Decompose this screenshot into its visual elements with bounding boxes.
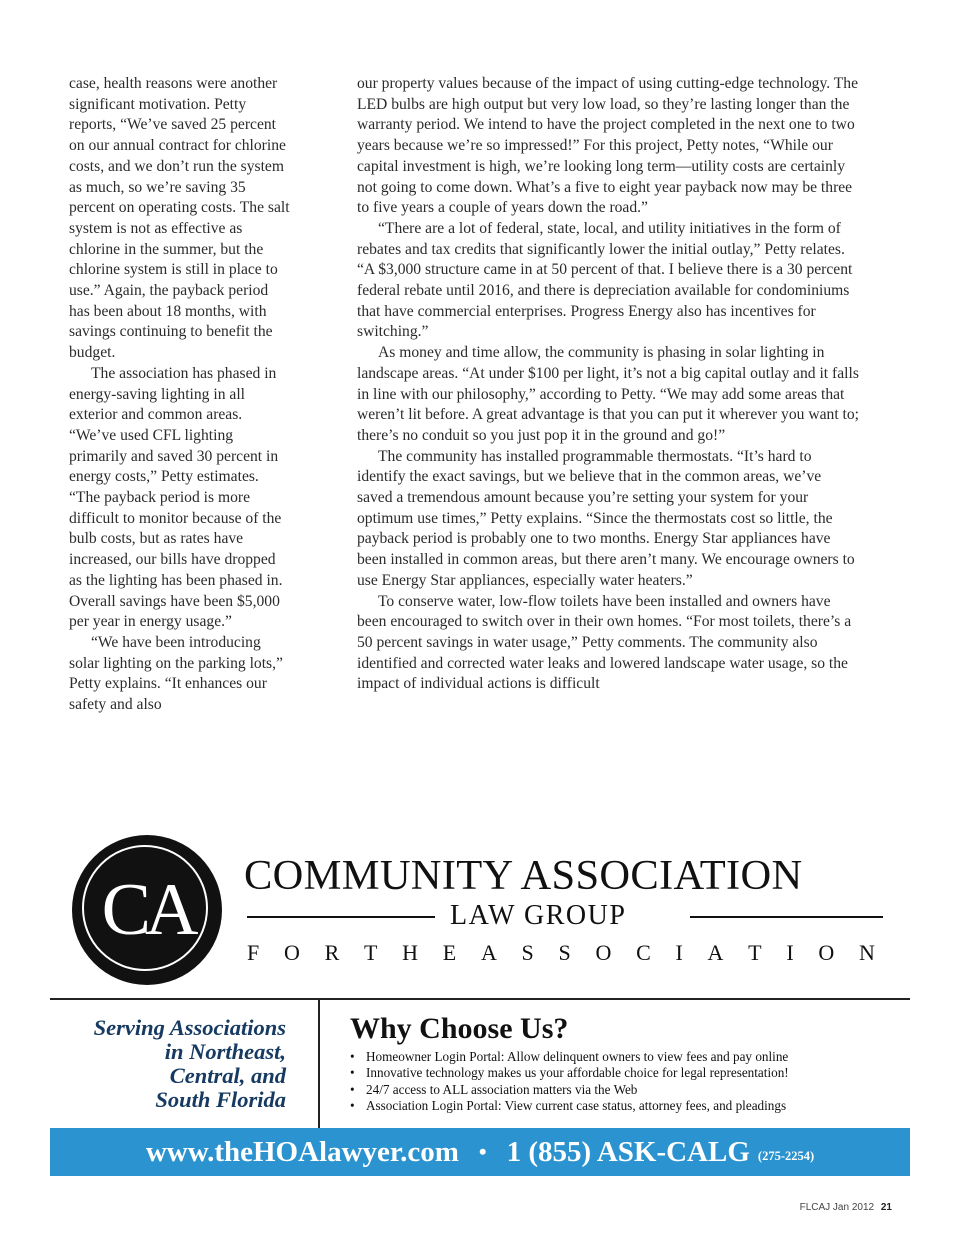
article-paragraph: case, health reasons were another significant motivation. Petty reports, “We’ve saved 25 percent on our annual contract for chlorine costs, and we don’t run the system as much, so we’re saving 35 percent on operating costs. The salt system is not as effective as chlorine in the summer, but the chlorine system is still in place to use.” Again, the payback period has been about 18 months, with savings continuing to benefit the budget.	[69, 75, 290, 362]
ad-title: COMMUNITY ASSOCIATION	[244, 852, 803, 899]
list-item: • Association Login Portal: View current case status, attorney fees, and pleadings	[350, 1097, 787, 1113]
tagline-letter: T	[748, 940, 762, 965]
logo-monogram: CA	[101, 868, 193, 951]
phone-number[interactable]: 1 (855) ASK-CALG	[506, 1135, 750, 1168]
service-area-line: in Northeast,	[164, 1039, 286, 1064]
contact-bar-text	[50, 1128, 910, 1176]
tagline-letter: S	[521, 940, 534, 965]
tagline-letter: O	[818, 940, 835, 965]
list-item: • Homeowner Login Portal: Allow delinquent owners to view fees and pay online	[350, 1049, 789, 1064]
publication-label: FLCAJ Jan 2012	[799, 1202, 875, 1213]
bullet-icon: •	[350, 1049, 355, 1064]
subtitle-rule-left	[247, 916, 435, 918]
article-paragraph: The community has installed programmable thermostats. “It’s hard to identify the exact savings, but we believe that in the common areas, we’ve saved a tremendous amount because you’re setting your system for your optimum use times,” Petty explains. “Since the thermostats cost so little, the payback period is probably one to two months. Energy Star appliances have been installed in common areas, but there aren’t many. We encourage owners to use Energy Star appliances, especially water heaters.”	[357, 447, 855, 589]
bullet-icon: •	[350, 1065, 355, 1081]
ad-subtitle: LAW GROUP	[450, 900, 627, 931]
article-paragraph: our property values because of the impact of using cutting-edge technology. The LED bulbs are high output but very low load, so they’re lasting longer than the warranty period. We intend to have the project completed in the next one to two years because we’re so impressed!” For this project, Petty notes, “While our capital investment is high, we’re looking long term—utility costs are certainly not going to come down. What’s a five to eight year payback now may be three to five years a couple of years down the road.”	[357, 75, 859, 217]
tagline-letter: F	[247, 940, 260, 965]
ad-tagline	[247, 939, 875, 967]
article-left-column	[69, 74, 291, 716]
tagline-letter: E	[442, 940, 457, 965]
tagline-letter: H	[402, 940, 419, 965]
phone-digits: (275-2254)	[757, 1148, 815, 1163]
subtitle-rule-right	[690, 916, 883, 918]
article-paragraph: “There are a lot of federal, state, local, and utility initiatives in the form of rebates and tax credits that significantly lower the initial outlay,” Petty relates. “A $3,000 structure came in at 50 percent of that. I believe there is a 30 percent federal rebate until 2016, and there is depreciation available for condominiums that have commercial enterprises. Progress Energy also has incentives for switching.”	[357, 219, 853, 341]
tagline-letter: I	[786, 940, 794, 965]
tagline-letter: S	[558, 940, 571, 965]
service-area-line: Serving Associations	[93, 1015, 286, 1040]
list-item: • 24/7 access to ALL association matters via the Web	[350, 1081, 638, 1097]
bullet-icon: •	[350, 1097, 355, 1113]
tagline-letter: I	[675, 940, 683, 965]
bullet-icon: •	[350, 1081, 355, 1097]
ad-divider-vertical	[318, 1000, 320, 1128]
article-paragraph: As money and time allow, the community is phasing in solar lighting in landscape areas. “At under $100 per light, it’s not a big capital outlay and it falls in line with our philosophy,” according to Petty. “We may add some areas that weren’t lit before. A great advantage is that you can put it wherever you want to; there’s no conduit so you just pop it in the ground and go!”	[357, 344, 860, 444]
why-choose-list	[350, 1049, 890, 1114]
separator: •	[478, 1139, 487, 1164]
website-link[interactable]: www.theHOAlawyer.com	[145, 1135, 459, 1168]
article-paragraph: “We have been introducing solar lighting on the parking lots,” Petty explains. “It enhances our safety and also	[69, 633, 283, 714]
service-area-line: Central, and	[169, 1063, 286, 1088]
list-item: • Innovative technology makes us your affordable choice for legal representation!	[350, 1065, 789, 1081]
tagline-letter: A	[480, 940, 497, 965]
tagline-letter: A	[707, 940, 724, 965]
article-right-column	[357, 74, 860, 695]
why-choose-heading: Why Choose Us?	[350, 1012, 569, 1045]
tagline-letter: R	[324, 940, 340, 965]
tagline-letter: C	[636, 940, 651, 965]
ad-divider-horizontal	[50, 998, 910, 1000]
service-area-text	[60, 1016, 286, 1112]
tagline-letter: T	[363, 940, 378, 965]
tagline-letter: N	[858, 940, 875, 965]
tagline-letter: O	[283, 940, 300, 965]
service-area-line: South Florida	[155, 1087, 286, 1112]
article-paragraph: The association has phased in energy-saving lighting in all exterior and common areas. “We’ve used CFL lighting primarily and saved 30 percent in energy costs,” Petty estimates. “The payback period is more difficult to monitor because of the bulb costs, but as rates have increased, our bills have dropped as the lighting has been phased in. Overall savings have been $5,000 per year in energy usage.”	[69, 364, 283, 631]
article-paragraph: To conserve water, low-flow toilets have been installed and owners have been encouraged to switch over in their own homes. “For most toilets, there’s a 50 percent savings in water usage,” Petty comments. The community also identified and corrected water leaks and lowered landscape water usage, so the impact of individual actions is difficult	[357, 592, 852, 693]
tagline-letter: O	[595, 940, 612, 965]
page-number: 21	[880, 1202, 892, 1213]
page-footer	[800, 1202, 892, 1213]
